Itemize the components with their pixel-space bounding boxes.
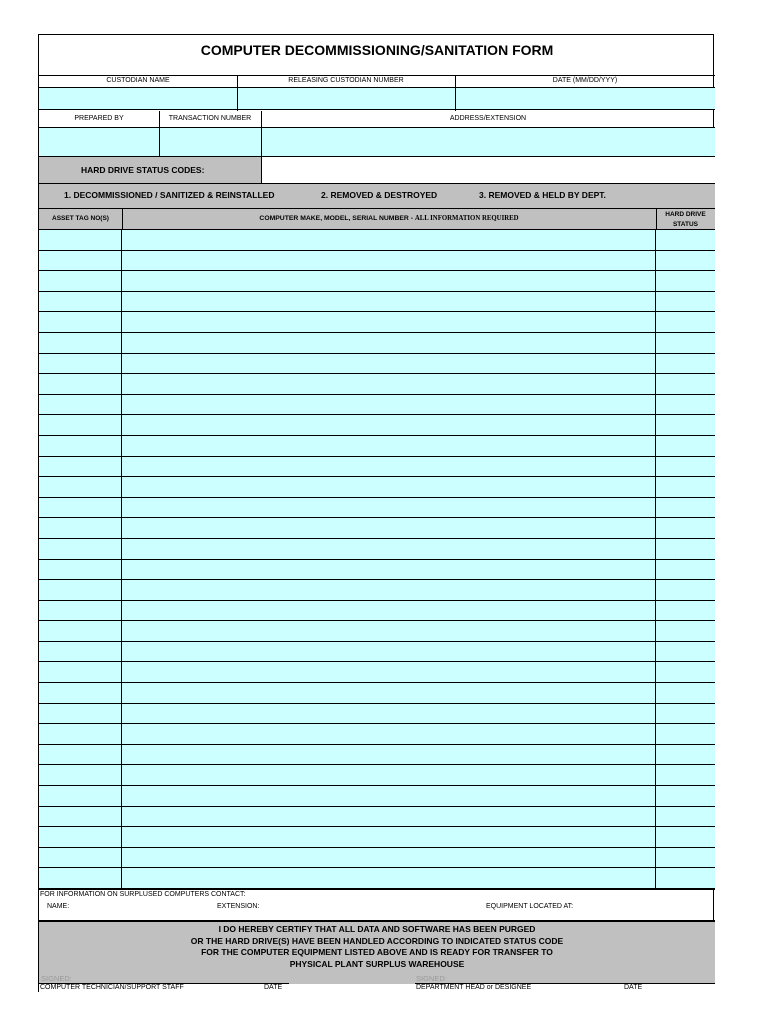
table-row (39, 518, 715, 539)
table-row (39, 395, 715, 416)
computer-make-cell[interactable] (122, 477, 656, 498)
date-label: DATE (MM/DD/YYY) (552, 77, 618, 84)
computer-make-cell[interactable] (122, 333, 656, 354)
computer-make-cell[interactable] (122, 560, 656, 581)
hard-drive-status-cell[interactable] (656, 601, 715, 622)
hard-drive-status-cell[interactable] (656, 848, 715, 869)
certification-block (39, 920, 715, 992)
hard-drive-status-cell[interactable] (656, 230, 715, 251)
hard-drive-status-cell[interactable] (656, 539, 715, 560)
hard-drive-status-cell[interactable] (656, 868, 715, 889)
computer-make-cell[interactable] (122, 827, 656, 848)
table-row (39, 662, 715, 683)
table-row (39, 477, 715, 498)
table-row (39, 374, 715, 395)
hard-drive-status-cell[interactable] (656, 621, 715, 642)
computer-make-cell[interactable] (122, 745, 656, 766)
table-row (39, 807, 715, 828)
table-row (39, 724, 715, 745)
computer-make-header (122, 215, 656, 222)
asset-table-body (39, 230, 715, 889)
hard-drive-status-cell[interactable] (656, 518, 715, 539)
hard-drive-status-cell[interactable] (656, 415, 715, 436)
date-field[interactable] (456, 87, 715, 110)
computer-make-cell[interactable] (122, 292, 656, 313)
table-row (39, 312, 715, 333)
name-label: NAME: (47, 903, 70, 910)
computer-make-cell[interactable] (122, 662, 656, 683)
table-header (39, 208, 715, 230)
asset-tag-cell[interactable] (39, 827, 122, 848)
asset-tag-cell[interactable] (39, 580, 122, 601)
contact-label: FOR INFORMATION ON SURPLUSED COMPUTERS CONTACT: (40, 891, 246, 898)
hard-drive-status-cell[interactable] (656, 436, 715, 457)
releasing-custodian-number-field[interactable] (238, 87, 455, 110)
divider (122, 209, 123, 230)
status-code-1: 1. DECOMMISSIONED / SANITIZED & REINSTALLED (64, 190, 275, 200)
custodian-name-label: CUSTODIAN NAME (106, 77, 170, 84)
table-row (39, 292, 715, 313)
computer-make-cell[interactable] (122, 436, 656, 457)
status-codes-heading: HARD DRIVE STATUS CODES: (81, 165, 205, 175)
asset-tag-cell[interactable] (39, 560, 122, 581)
computer-make-cell[interactable] (122, 415, 656, 436)
transaction-number-field[interactable] (160, 128, 261, 156)
table-row (39, 354, 715, 375)
table-row (39, 230, 715, 251)
computer-make-cell[interactable] (122, 312, 656, 333)
computer-make-header-text: COMPUTER MAKE, MODEL, SERIAL NUMBER - (259, 215, 415, 222)
asset-tag-cell[interactable] (39, 271, 122, 292)
cert-line-4: PHYSICAL PLANT SURPLUS WAREHOUSE (289, 958, 465, 969)
computer-make-cell[interactable] (122, 395, 656, 416)
hard-drive-status-cell[interactable] (656, 745, 715, 766)
cert-line-3: FOR THE COMPUTER EQUIPMENT LISTED ABOVE AND IS READY FOR TRANSFER TO (201, 947, 553, 957)
table-row (39, 745, 715, 766)
table-row (39, 848, 715, 869)
table-row (39, 580, 715, 601)
status-codes-blank (262, 157, 715, 183)
table-row (39, 683, 715, 704)
asset-tag-cell[interactable] (39, 642, 122, 663)
hard-drive-status-cell[interactable] (656, 292, 715, 313)
table-row (39, 642, 715, 663)
cert-line-1: I DO HEREBY CERTIFY THAT ALL DATA AND SOFTWARE HAS BEEN PURGED (218, 924, 536, 934)
address-extension-field[interactable] (262, 128, 715, 156)
asset-tag-cell[interactable] (39, 683, 122, 704)
table-row (39, 827, 715, 848)
hard-drive-status-cell[interactable] (656, 374, 715, 395)
extension-label: EXTENSION: (217, 903, 260, 910)
table-row (39, 601, 715, 622)
asset-tag-cell[interactable] (39, 539, 122, 560)
status-code-2: 2. REMOVED & DESTROYED (321, 190, 438, 200)
asset-tag-cell[interactable] (39, 457, 122, 478)
hard-drive-status-cell[interactable] (656, 560, 715, 581)
hard-drive-status-cell[interactable] (656, 662, 715, 683)
asset-tag-cell[interactable] (39, 807, 122, 828)
releasing-custodian-number-label: RELEASING CUSTODIAN NUMBER (288, 77, 404, 84)
asset-tag-cell[interactable] (39, 621, 122, 642)
all-info-required-text: ALL INFORMATION REQUIRED (414, 215, 519, 222)
table-row (39, 704, 715, 725)
table-row (39, 868, 715, 889)
status-codes-heading-box (39, 157, 261, 183)
asset-tag-cell[interactable] (39, 395, 122, 416)
computer-make-cell[interactable] (122, 498, 656, 519)
computer-make-cell[interactable] (122, 724, 656, 745)
asset-tag-cell[interactable] (39, 848, 122, 869)
table-row (39, 415, 715, 436)
asset-tag-cell[interactable] (39, 312, 122, 333)
hard-drive-status-cell[interactable] (656, 333, 715, 354)
table-row (39, 786, 715, 807)
asset-tag-header: ASSET TAG NO(S) (52, 215, 109, 222)
computer-make-cell[interactable] (122, 251, 656, 272)
hard-drive-status-cell[interactable] (656, 642, 715, 663)
hard-drive-status-cell[interactable] (656, 457, 715, 478)
asset-tag-cell[interactable] (39, 477, 122, 498)
prepared-by-field[interactable] (39, 128, 159, 156)
hard-drive-status-cell[interactable] (656, 395, 715, 416)
date-caption-1: DATE (264, 984, 283, 991)
computer-make-cell[interactable] (122, 539, 656, 560)
certification-text (39, 924, 715, 970)
hard-drive-status-header (656, 210, 715, 230)
table-row (39, 436, 715, 457)
computer-make-cell[interactable] (122, 457, 656, 478)
computer-make-cell[interactable] (122, 704, 656, 725)
asset-tag-cell[interactable] (39, 601, 122, 622)
equipment-located-label: EQUIPMENT LOCATED AT: (486, 903, 574, 910)
computer-make-cell[interactable] (122, 601, 656, 622)
asset-tag-cell[interactable] (39, 230, 122, 251)
asset-tag-cell[interactable] (39, 765, 122, 786)
table-row (39, 498, 715, 519)
computer-make-cell[interactable] (122, 765, 656, 786)
divider (656, 209, 657, 230)
computer-make-cell[interactable] (122, 354, 656, 375)
table-row (39, 765, 715, 786)
status-codes-bar (39, 184, 715, 208)
asset-tag-cell[interactable] (39, 868, 122, 889)
computer-make-cell[interactable] (122, 518, 656, 539)
table-row (39, 560, 715, 581)
hard-drive-status-cell[interactable] (656, 477, 715, 498)
computer-make-cell[interactable] (122, 230, 656, 251)
date-caption-2: DATE (624, 984, 643, 991)
hard-drive-status-line1: HARD DRIVE (665, 211, 706, 218)
hard-drive-status-cell[interactable] (656, 724, 715, 745)
table-row (39, 271, 715, 292)
hard-drive-status-cell[interactable] (656, 786, 715, 807)
form-title: COMPUTER DECOMMISSIONING/SANITATION FORM (200, 42, 554, 58)
table-row (39, 251, 715, 272)
asset-tag-cell[interactable] (39, 436, 122, 457)
computer-make-cell[interactable] (122, 683, 656, 704)
signed-left-label: SIGNED: (41, 974, 72, 983)
asset-tag-cell[interactable] (39, 704, 122, 725)
hard-drive-status-cell[interactable] (656, 354, 715, 375)
computer-make-cell[interactable] (122, 786, 656, 807)
table-row (39, 539, 715, 560)
asset-tag-cell[interactable] (39, 292, 122, 313)
hard-drive-status-cell[interactable] (656, 704, 715, 725)
hard-drive-status-cell[interactable] (656, 498, 715, 519)
computer-make-cell[interactable] (122, 621, 656, 642)
prepared-by-label: PREPARED BY (74, 115, 124, 122)
hard-drive-status-cell[interactable] (656, 251, 715, 272)
divider (39, 889, 715, 890)
hard-drive-status-cell[interactable] (656, 807, 715, 828)
asset-tag-cell[interactable] (39, 724, 122, 745)
hard-drive-status-cell[interactable] (656, 580, 715, 601)
asset-tag-cell[interactable] (39, 415, 122, 436)
head-signature-caption: DEPARTMENT HEAD or DESIGNEE (416, 984, 532, 991)
computer-make-cell[interactable] (122, 271, 656, 292)
custodian-name-field[interactable] (39, 87, 237, 110)
table-row (39, 457, 715, 478)
tech-signature-caption: COMPUTER TECHNICIAN/SUPPORT STAFF (40, 984, 184, 991)
status-code-3: 3. REMOVED & HELD BY DEPT. (479, 190, 606, 200)
signature-caption-strip (39, 984, 715, 993)
computer-make-cell[interactable] (122, 807, 656, 828)
asset-tag-cell[interactable] (39, 662, 122, 683)
asset-tag-cell[interactable] (39, 786, 122, 807)
asset-tag-cell[interactable] (39, 745, 122, 766)
asset-tag-cell[interactable] (39, 518, 122, 539)
hard-drive-status-cell[interactable] (656, 312, 715, 333)
decommissioning-form (38, 34, 714, 992)
asset-tag-cell[interactable] (39, 354, 122, 375)
asset-tag-cell[interactable] (39, 498, 122, 519)
table-row (39, 333, 715, 354)
hard-drive-status-cell[interactable] (656, 827, 715, 848)
cert-line-2: OR THE HARD DRIVE(S) HAVE BEEN HANDLED ACCORDING TO INDICATED STATUS CODE (190, 935, 564, 946)
table-row (39, 621, 715, 642)
hard-drive-status-cell[interactable] (656, 765, 715, 786)
computer-make-cell[interactable] (122, 580, 656, 601)
hard-drive-status-line2: STATUS (672, 221, 699, 228)
computer-make-cell[interactable] (122, 868, 656, 889)
address-extension-label: ADDRESS/EXTENSION (449, 115, 527, 122)
transaction-number-label: TRANSACTION NUMBER (168, 115, 252, 122)
signed-right-label: SIGNED: (416, 974, 447, 983)
computer-make-cell[interactable] (122, 848, 656, 869)
computer-make-cell[interactable] (122, 642, 656, 663)
computer-make-cell[interactable] (122, 374, 656, 395)
divider (39, 75, 715, 76)
asset-tag-cell[interactable] (39, 333, 122, 354)
hard-drive-status-cell[interactable] (656, 683, 715, 704)
asset-tag-cell[interactable] (39, 251, 122, 272)
asset-tag-cell[interactable] (39, 374, 122, 395)
hard-drive-status-cell[interactable] (656, 271, 715, 292)
